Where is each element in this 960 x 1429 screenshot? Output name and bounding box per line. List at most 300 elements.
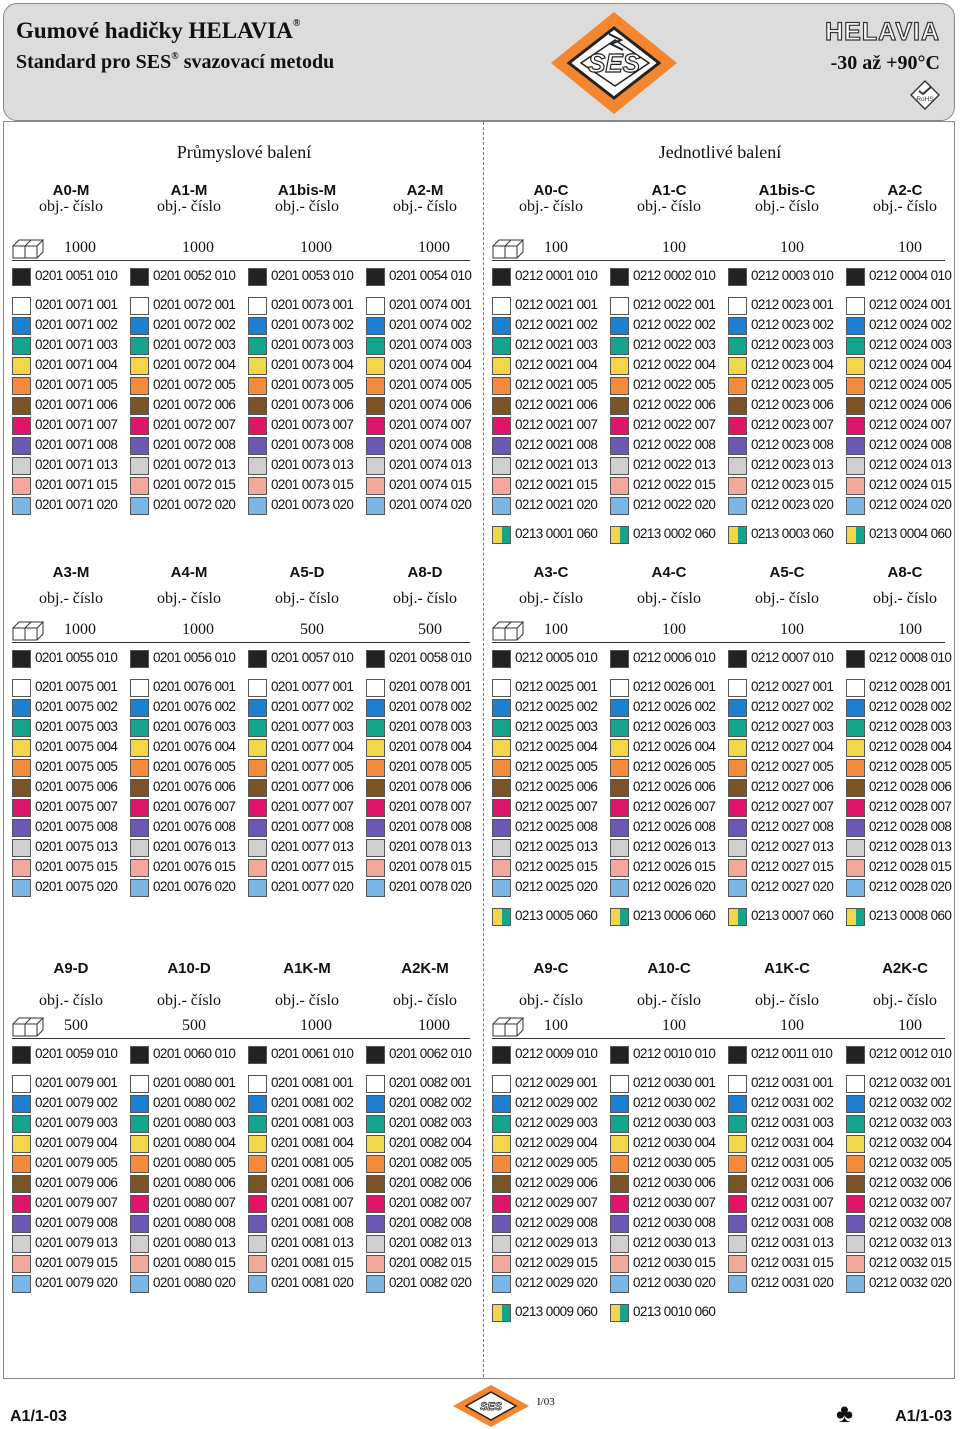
color-variant-row	[130, 718, 248, 738]
color-variant-row	[130, 1214, 248, 1234]
color-swatch	[846, 1075, 865, 1093]
quantity-row	[492, 238, 610, 258]
color-variant-row	[366, 1154, 484, 1174]
multicolor-swatch	[610, 1304, 629, 1322]
order-number-label: obj.- číslo	[393, 992, 457, 1009]
color-swatch	[846, 337, 865, 355]
order-number: 0201 0074 005	[389, 377, 472, 392]
order-number: 0212 0028 013	[869, 839, 952, 854]
color-variant-row	[366, 818, 484, 838]
color-swatch	[610, 1115, 629, 1133]
quantity-row-line	[12, 1038, 470, 1039]
color-swatch	[248, 1195, 267, 1213]
order-number: 0212 0024 001	[869, 297, 952, 312]
order-number-label: obj.- číslo	[157, 198, 221, 215]
color-swatch	[130, 337, 149, 355]
order-number: 0212 0029 002	[515, 1095, 598, 1110]
color-variant-row	[846, 396, 960, 416]
product-code: A1-M	[170, 182, 208, 199]
color-swatch	[12, 739, 31, 757]
color-swatch	[366, 1155, 385, 1173]
order-number: 0212 0008 010	[869, 650, 952, 665]
color-variant-row	[610, 1214, 728, 1234]
color-swatch	[728, 699, 747, 717]
color-variant-row	[248, 1214, 366, 1234]
color-swatch	[492, 839, 511, 857]
color-variant-row	[492, 396, 610, 416]
color-variant-row	[12, 396, 130, 416]
color-swatch	[492, 297, 511, 315]
color-variant-row	[846, 356, 960, 376]
order-number: 0201 0052 010	[153, 268, 236, 283]
color-swatch	[12, 477, 31, 495]
color-swatch	[492, 268, 511, 286]
order-number: 0212 0022 020	[633, 497, 716, 512]
order-number: 0212 0027 008	[751, 819, 834, 834]
color-variant-row	[12, 296, 130, 316]
color-swatch	[728, 268, 747, 286]
order-number: 0201 0078 020	[389, 879, 472, 894]
color-variant-row	[492, 356, 610, 376]
order-number: 0201 0080 006	[153, 1175, 236, 1190]
color-swatch	[366, 497, 385, 515]
order-number: 0201 0055 010	[35, 650, 118, 665]
order-number: 0212 0027 020	[751, 879, 834, 894]
package-quantity: 1000	[64, 239, 96, 256]
color-swatch	[366, 879, 385, 897]
order-number: 0213 0002 060	[633, 526, 716, 541]
color-variant-row	[846, 436, 960, 456]
color-variant-row	[130, 496, 248, 516]
color-variant-row	[728, 1094, 846, 1114]
color-swatch	[846, 1255, 865, 1273]
color-variant-row	[610, 1154, 728, 1174]
color-swatch	[366, 268, 385, 286]
order-number: 0212 0029 004	[515, 1135, 598, 1150]
color-variant-row	[728, 416, 846, 436]
order-number: 0201 0059 010	[35, 1046, 118, 1061]
temperature-range: -30 až +90°C	[830, 52, 940, 74]
package-quantity: 500	[418, 621, 442, 638]
color-swatch	[366, 1175, 385, 1193]
color-swatch	[846, 879, 865, 897]
color-variant-row	[610, 1234, 728, 1254]
order-number: 0212 0022 001	[633, 297, 716, 312]
color-variant-row	[846, 1274, 960, 1294]
color-variant-row	[610, 296, 728, 316]
color-variant-row	[130, 1194, 248, 1214]
quantity-row-line	[12, 642, 470, 643]
package-quantity: 1000	[300, 239, 332, 256]
color-variant-row	[248, 1154, 366, 1174]
order-number: 0201 0075 008	[35, 819, 118, 834]
color-swatch	[492, 397, 511, 415]
color-variant-row	[366, 316, 484, 336]
black-variant-row	[12, 1045, 130, 1065]
color-swatch	[12, 779, 31, 797]
color-swatch	[492, 1115, 511, 1133]
black-variant-row	[728, 267, 846, 287]
color-swatch	[610, 779, 629, 797]
quantity-row	[130, 1016, 248, 1036]
color-swatch	[846, 839, 865, 857]
color-swatch	[492, 699, 511, 717]
color-swatch	[610, 337, 629, 355]
color-variant-row	[610, 718, 728, 738]
color-swatch	[248, 650, 267, 668]
color-variant-row	[248, 818, 366, 838]
order-number: 0212 0023 020	[751, 497, 834, 512]
order-number: 0201 0062 010	[389, 1046, 472, 1061]
order-number: 0201 0079 004	[35, 1135, 118, 1150]
color-swatch	[130, 1046, 149, 1064]
order-number: 0201 0076 006	[153, 779, 236, 794]
order-number: 0201 0071 008	[35, 437, 118, 452]
order-number: 0212 0030 002	[633, 1095, 716, 1110]
color-swatch	[846, 268, 865, 286]
order-number: 0201 0071 006	[35, 397, 118, 412]
order-number: 0212 0022 006	[633, 397, 716, 412]
quantity-row	[846, 620, 960, 640]
color-swatch	[728, 1235, 747, 1253]
order-number: 0201 0072 006	[153, 397, 236, 412]
order-number: 0212 0023 002	[751, 317, 834, 332]
order-number: 0201 0074 015	[389, 477, 472, 492]
multicolor-set-row	[492, 525, 610, 545]
order-number: 0201 0072 002	[153, 317, 236, 332]
order-number: 0212 0022 005	[633, 377, 716, 392]
order-number: 0201 0076 001	[153, 679, 236, 694]
order-number: 0212 0025 008	[515, 819, 598, 834]
color-variant-row	[130, 678, 248, 698]
group-title-single: Jednotlivé balení	[658, 142, 782, 162]
order-number: 0201 0072 020	[153, 497, 236, 512]
order-number: 0212 0030 004	[633, 1135, 716, 1150]
color-swatch	[846, 477, 865, 495]
black-variant-row	[846, 1045, 960, 1065]
color-swatch	[846, 779, 865, 797]
color-swatch	[12, 1075, 31, 1093]
color-variant-row	[846, 336, 960, 356]
color-variant-row	[248, 1194, 366, 1214]
color-swatch	[492, 1046, 511, 1064]
order-number: 0201 0072 008	[153, 437, 236, 452]
color-swatch	[130, 1235, 149, 1253]
color-variant-row	[846, 858, 960, 878]
color-variant-row	[610, 436, 728, 456]
multicolor-set-row	[846, 525, 960, 545]
black-variant-row	[130, 1045, 248, 1065]
color-swatch	[130, 650, 149, 668]
order-number: 0212 0025 015	[515, 859, 598, 874]
color-variant-row	[12, 1234, 130, 1254]
color-variant-row	[248, 858, 366, 878]
order-number-label: obj.- číslo	[755, 590, 819, 607]
quantity-row	[846, 1016, 960, 1036]
order-number: 0201 0073 005	[271, 377, 354, 392]
color-variant-row	[492, 738, 610, 758]
order-number-label: obj.- číslo	[275, 992, 339, 1009]
color-variant-row	[130, 356, 248, 376]
color-swatch	[846, 1175, 865, 1193]
color-swatch	[846, 1046, 865, 1064]
order-number: 0201 0077 001	[271, 679, 354, 694]
color-variant-row	[12, 316, 130, 336]
color-variant-row	[846, 718, 960, 738]
order-number-label: obj.- číslo	[755, 198, 819, 215]
order-number: 0212 0012 010	[869, 1046, 952, 1061]
order-number: 0201 0073 001	[271, 297, 354, 312]
color-variant-row	[846, 476, 960, 496]
order-number: 0201 0061 010	[271, 1046, 354, 1061]
color-variant-row	[12, 818, 130, 838]
color-variant-row	[366, 1094, 484, 1114]
color-swatch	[728, 859, 747, 877]
color-swatch	[610, 1135, 629, 1153]
order-number: 0201 0073 007	[271, 417, 354, 432]
color-swatch	[610, 759, 629, 777]
order-number: 0201 0074 007	[389, 417, 472, 432]
order-number: 0201 0078 001	[389, 679, 472, 694]
multicolor-set-row	[610, 907, 728, 927]
order-number: 0213 0001 060	[515, 526, 598, 541]
color-variant-row	[248, 758, 366, 778]
product-code: A2K-C	[882, 960, 928, 977]
black-variant-row	[492, 267, 610, 287]
quantity-row	[492, 1016, 610, 1036]
color-variant-row	[492, 778, 610, 798]
order-number: 0212 0026 001	[633, 679, 716, 694]
color-variant-row	[492, 376, 610, 396]
color-variant-row	[492, 818, 610, 838]
color-variant-row	[728, 476, 846, 496]
color-swatch	[130, 268, 149, 286]
color-swatch	[366, 699, 385, 717]
color-swatch	[248, 317, 267, 335]
color-swatch	[492, 1075, 511, 1093]
color-swatch	[846, 1095, 865, 1113]
quantity-row	[248, 238, 366, 258]
order-number: 0212 0023 007	[751, 417, 834, 432]
color-swatch	[846, 317, 865, 335]
color-variant-row	[248, 698, 366, 718]
quantity-row	[728, 238, 846, 258]
color-swatch	[846, 1135, 865, 1153]
order-number: 0201 0071 001	[35, 297, 118, 312]
quantity-row-line	[492, 260, 945, 261]
order-number: 0201 0071 013	[35, 457, 118, 472]
color-swatch	[492, 679, 511, 697]
color-swatch	[610, 417, 629, 435]
color-variant-row	[728, 758, 846, 778]
color-swatch	[610, 397, 629, 415]
color-swatch	[728, 1275, 747, 1293]
order-number: 0212 0030 005	[633, 1155, 716, 1170]
footer-code-left: A1/1-03	[10, 1408, 67, 1425]
order-number: 0201 0082 002	[389, 1095, 472, 1110]
color-variant-row	[610, 758, 728, 778]
color-variant-row	[846, 1234, 960, 1254]
order-number: 0213 0007 060	[751, 908, 834, 923]
order-number: 0201 0073 003	[271, 337, 354, 352]
order-number: 0212 0029 007	[515, 1195, 598, 1210]
order-number: 0201 0082 003	[389, 1115, 472, 1130]
order-number: 0212 0026 008	[633, 819, 716, 834]
order-number: 0212 0027 002	[751, 699, 834, 714]
color-variant-row	[492, 416, 610, 436]
color-variant-row	[492, 1154, 610, 1174]
order-number: 0201 0073 008	[271, 437, 354, 452]
color-variant-row	[492, 1194, 610, 1214]
order-number: 0212 0032 015	[869, 1255, 952, 1270]
color-variant-row	[610, 838, 728, 858]
order-number: 0212 0032 001	[869, 1075, 952, 1090]
order-number: 0201 0082 020	[389, 1275, 472, 1290]
order-number: 0213 0009 060	[515, 1304, 598, 1319]
color-swatch	[130, 1255, 149, 1273]
color-variant-row	[846, 1094, 960, 1114]
color-variant-row	[12, 376, 130, 396]
order-number: 0201 0071 005	[35, 377, 118, 392]
color-swatch	[610, 377, 629, 395]
color-swatch	[366, 1095, 385, 1113]
color-variant-row	[248, 316, 366, 336]
color-variant-row	[846, 1194, 960, 1214]
color-variant-row	[248, 416, 366, 436]
order-number: 0201 0074 001	[389, 297, 472, 312]
order-number: 0212 0028 001	[869, 679, 952, 694]
product-code: A3-M	[52, 564, 90, 581]
ses-footer-logo-icon	[452, 1384, 530, 1428]
order-number: 0201 0071 007	[35, 417, 118, 432]
color-swatch	[610, 879, 629, 897]
color-variant-row	[492, 1174, 610, 1194]
package-quantity: 100	[662, 621, 686, 638]
package-quantity: 100	[544, 239, 568, 256]
color-swatch	[846, 297, 865, 315]
order-number-label: obj.- číslo	[275, 590, 339, 607]
order-number: 0212 0024 007	[869, 417, 952, 432]
order-number: 0201 0075 001	[35, 679, 118, 694]
package-box-icon	[492, 238, 526, 260]
order-number: 0212 0028 002	[869, 699, 952, 714]
color-swatch	[130, 1075, 149, 1093]
order-number: 0201 0071 004	[35, 357, 118, 372]
package-quantity: 1000	[64, 621, 96, 638]
order-number: 0213 0005 060	[515, 908, 598, 923]
color-swatch	[728, 457, 747, 475]
order-number: 0201 0076 002	[153, 699, 236, 714]
order-number: 0201 0072 001	[153, 297, 236, 312]
order-number: 0212 0021 013	[515, 457, 598, 472]
color-swatch	[248, 1046, 267, 1064]
color-variant-row	[12, 778, 130, 798]
footer-page-code: I/03	[537, 1396, 555, 1408]
color-swatch	[130, 397, 149, 415]
product-code: A5-D	[289, 564, 325, 581]
order-number: 0201 0058 010	[389, 650, 472, 665]
order-number: 0212 0023 004	[751, 357, 834, 372]
color-swatch	[248, 337, 267, 355]
order-number: 0201 0080 008	[153, 1215, 236, 1230]
order-number: 0212 0024 003	[869, 337, 952, 352]
package-quantity: 500	[182, 1017, 206, 1034]
color-swatch	[846, 739, 865, 757]
order-number: 0201 0079 020	[35, 1275, 118, 1290]
color-variant-row	[728, 1134, 846, 1154]
order-number: 0201 0080 001	[153, 1075, 236, 1090]
color-swatch	[12, 839, 31, 857]
color-variant-row	[248, 1114, 366, 1134]
color-swatch	[12, 1255, 31, 1273]
color-swatch	[366, 779, 385, 797]
color-swatch	[12, 1046, 31, 1064]
color-swatch	[492, 1215, 511, 1233]
order-number: 0201 0074 002	[389, 317, 472, 332]
color-variant-row	[492, 456, 610, 476]
order-number: 0201 0081 005	[271, 1155, 354, 1170]
order-number: 0212 0025 005	[515, 759, 598, 774]
color-swatch	[130, 859, 149, 877]
order-number: 0212 0029 005	[515, 1155, 598, 1170]
order-number: 0212 0022 013	[633, 457, 716, 472]
color-variant-row	[366, 496, 484, 516]
color-variant-row	[846, 1174, 960, 1194]
color-swatch	[728, 397, 747, 415]
color-variant-row	[248, 496, 366, 516]
color-variant-row	[728, 838, 846, 858]
color-swatch	[248, 357, 267, 375]
order-number: 0201 0082 007	[389, 1195, 472, 1210]
order-number-label: obj.- číslo	[519, 198, 583, 215]
order-number: 0201 0079 001	[35, 1075, 118, 1090]
color-variant-row	[728, 496, 846, 516]
color-swatch	[12, 819, 31, 837]
color-variant-row	[130, 1274, 248, 1294]
color-swatch	[366, 297, 385, 315]
order-number: 0213 0004 060	[869, 526, 952, 541]
color-variant-row	[846, 376, 960, 396]
color-swatch	[846, 859, 865, 877]
color-swatch	[728, 719, 747, 737]
order-number: 0201 0074 004	[389, 357, 472, 372]
order-number: 0212 0032 006	[869, 1175, 952, 1190]
color-variant-row	[366, 1214, 484, 1234]
color-variant-row	[492, 1114, 610, 1134]
package-quantity: 500	[300, 621, 324, 638]
color-variant-row	[366, 678, 484, 698]
color-variant-row	[12, 1274, 130, 1294]
color-variant-row	[846, 1134, 960, 1154]
color-swatch	[130, 1115, 149, 1133]
color-swatch	[728, 317, 747, 335]
order-number: 0212 0023 003	[751, 337, 834, 352]
quantity-row-line	[492, 1038, 945, 1039]
order-number: 0201 0076 020	[153, 879, 236, 894]
order-number: 0212 0021 015	[515, 477, 598, 492]
color-variant-row	[366, 296, 484, 316]
color-swatch	[366, 859, 385, 877]
group-title-industrial: Průmyslové balení	[176, 142, 312, 162]
color-variant-row	[728, 336, 846, 356]
color-swatch	[610, 719, 629, 737]
order-number: 0212 0028 015	[869, 859, 952, 874]
color-variant-row	[130, 316, 248, 336]
color-swatch	[610, 437, 629, 455]
color-swatch	[366, 1046, 385, 1064]
color-swatch	[130, 1175, 149, 1193]
order-number: 0212 0027 001	[751, 679, 834, 694]
